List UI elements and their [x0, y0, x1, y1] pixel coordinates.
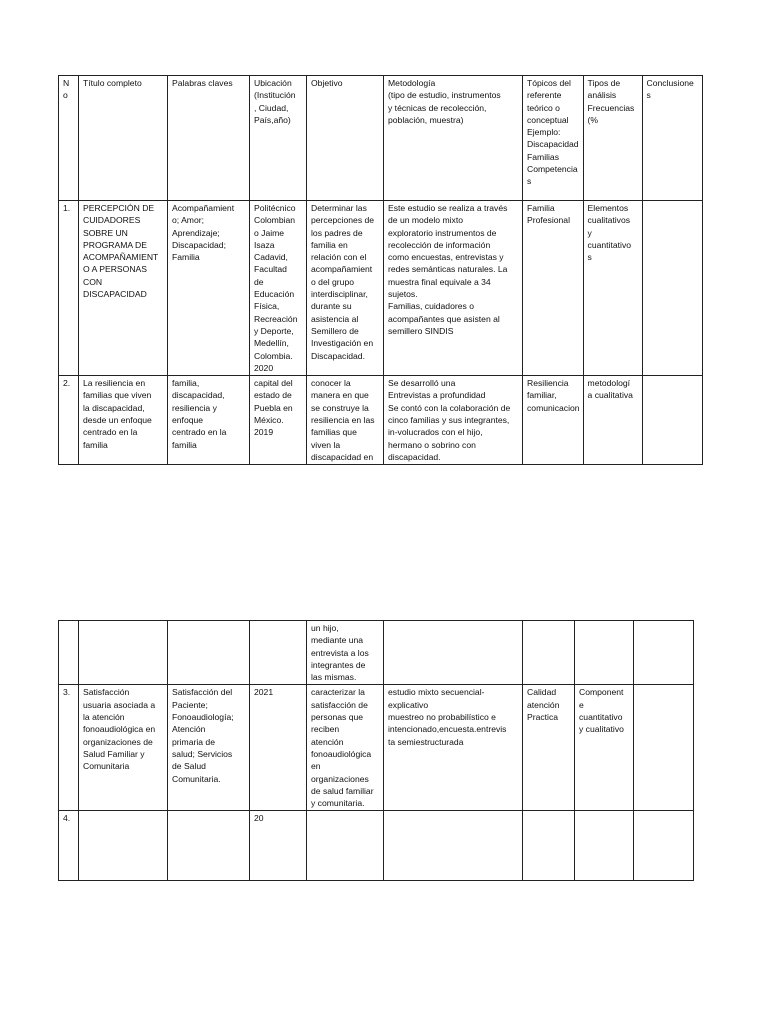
- row-objective: Determinar las percepciones de los padres de familia en relación con el acompañamient o del grupo interdisciplinar, durante su asistencia al Semillero de Investigación en Discapacidad.: [307, 201, 384, 376]
- row-topics: Familia Profesional: [523, 201, 584, 376]
- row-keywords: familia, discapacidad, resiliencia y enfoque centrado en la familia: [168, 376, 250, 465]
- header-conclusions: Conclusione s: [642, 76, 702, 201]
- row-conclusions: [634, 621, 694, 685]
- header-location: Ubicación (Institución , Ciudad, País,año): [250, 76, 307, 201]
- row-methodology: Se desarrolló una Entrevistas a profundidad Se contó con la colaboración de cinco familias y sus integrantes, in-volucrados con el hijo, hermano o sobrino con discapacidad.: [384, 376, 523, 465]
- row-topics: [523, 811, 575, 881]
- row-keywords: [168, 621, 250, 685]
- row-location: [250, 621, 307, 685]
- row-topics: Calidad atención Practica: [523, 685, 575, 811]
- row-objective: [307, 811, 384, 881]
- row-analysis: Component e cuantitativo y cualitativo: [575, 685, 634, 811]
- header-analysis: Tipos de análisis Frecuencias (%: [583, 76, 642, 201]
- row-number: 4.: [59, 811, 79, 881]
- row-number: 1.: [59, 201, 79, 376]
- row-conclusions: [634, 685, 694, 811]
- row-location: Politécnico Colombian o Jaime Isaza Cadavid, Facultad de Educación Física, Recreación y Deporte, Medellín, Colombia. 2020: [250, 201, 307, 376]
- research-summary-table: [58, 75, 703, 465]
- header-title: Título completo: [79, 76, 168, 201]
- row-objective: un hijo, mediante una entrevista a los integrantes de las mismas.: [307, 621, 384, 685]
- row-title: [79, 621, 168, 685]
- row-title: La resiliencia en familias que viven la discapacidad, desde un enfoque centrado en la familia: [79, 376, 168, 465]
- row-analysis: [575, 811, 634, 881]
- header-no: N o: [59, 76, 79, 201]
- row-keywords: Satisfacción del Paciente; Fonoaudiología; Atención primaria de salud; Servicios de Salud Comunitaria.: [168, 685, 250, 811]
- row-conclusions: [642, 201, 702, 376]
- research-summary-table-continued: [58, 620, 694, 881]
- row-number: [59, 621, 79, 685]
- header-methodology: Metodología (tipo de estudio, instrumentos y técnicas de recolección, población, muestra): [384, 76, 523, 201]
- row-conclusions: [642, 376, 702, 465]
- row-location: 2021: [250, 685, 307, 811]
- table-row: [59, 685, 694, 811]
- row-topics: [523, 621, 575, 685]
- row-objective: conocer la manera en que se construye la resiliencia en las familias que viven la discapacidad en: [307, 376, 384, 465]
- row-methodology: estudio mixto secuencial- explicativo muestreo no probabilístico e intencionado,encuesta.entrevis ta semiestructurada: [384, 685, 523, 811]
- row-title: PERCEPCIÓN DE CUIDADORES SOBRE UN PROGRAMA DE ACOMPAÑAMIENT O A PERSONAS CON DISCAPACIDAD: [79, 201, 168, 376]
- table-row: [59, 376, 703, 465]
- table-row: [59, 201, 703, 376]
- table-row-continuation: [59, 621, 694, 685]
- header-objective: Objetivo: [307, 76, 384, 201]
- row-objective: caracterizar la satisfacción de personas que reciben atención fonoaudiológica en organizaciones de salud familiar y comunitaria.: [307, 685, 384, 811]
- row-methodology: [384, 811, 523, 881]
- header-topics: Tópicos del referente teórico o conceptual Ejemplo: Discapacidad Familias Competencia s: [523, 76, 584, 201]
- row-number: 2.: [59, 376, 79, 465]
- row-title: Satisfacción usuaria asociada a la atención fonoaudiológica en organizaciones de Salud Familiar y Comunitaria: [79, 685, 168, 811]
- row-keywords: [168, 811, 250, 881]
- row-number: 3.: [59, 685, 79, 811]
- row-topics: Resiliencia familiar, comunicacion: [523, 376, 584, 465]
- row-analysis: metodologí a cualitativa: [583, 376, 642, 465]
- header-row: [59, 76, 703, 201]
- row-location: 20: [250, 811, 307, 881]
- header-keywords: Palabras claves: [168, 76, 250, 201]
- row-keywords: Acompañamient o; Amor; Aprendizaje; Discapacidad; Familia: [168, 201, 250, 376]
- row-analysis: [575, 621, 634, 685]
- row-analysis: Elementos cualitativos y cuantitativo s: [583, 201, 642, 376]
- row-location: capital del estado de Puebla en México. 2019: [250, 376, 307, 465]
- row-methodology: Este estudio se realiza a través de un modelo mixto exploratorio instrumentos de recolección de información como encuestas, entrevistas y redes semánticas naturales. La muestra final equivale a 34 sujetos. Familias, cuidadores o acompañantes que asisten al semillero SINDIS: [384, 201, 523, 376]
- table-row: [59, 811, 694, 881]
- row-conclusions: [634, 811, 694, 881]
- row-title: [79, 811, 168, 881]
- row-methodology: [384, 621, 523, 685]
